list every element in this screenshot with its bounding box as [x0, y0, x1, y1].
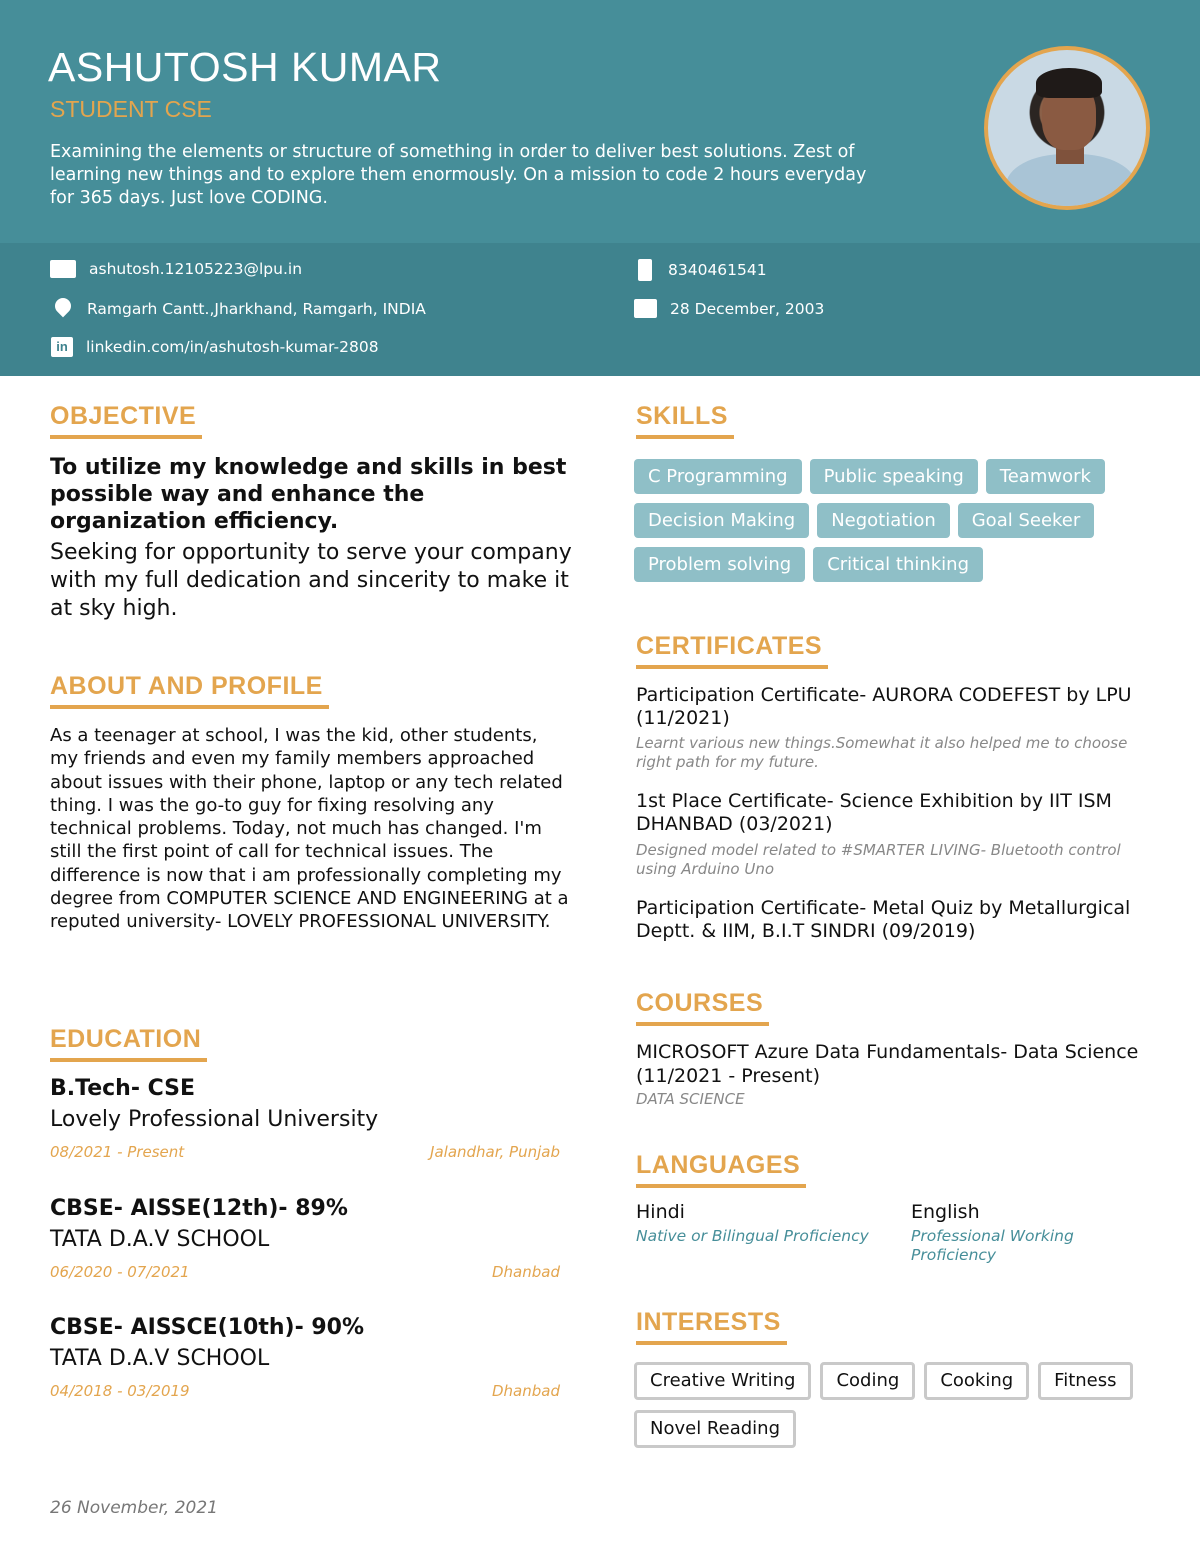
languages-heading: LANGUAGES — [636, 1151, 806, 1188]
language-level: Native or Bilingual Proficiency — [636, 1227, 869, 1245]
linkedin-text[interactable]: linkedin.com/in/ashutosh-kumar-2808 — [86, 338, 379, 356]
education-location: Dhanbad — [492, 1263, 560, 1281]
objective-bold-text: To utilize my knowledge and skills in best possible way and enhance the organization efficiency. — [50, 455, 567, 534]
education-location: Jalandhar, Punjab — [430, 1143, 560, 1161]
certificate-title: Participation Certificate- AURORA CODEFEST by LPU (11/2021) — [636, 684, 1132, 729]
interest-tag: Fitness — [1038, 1362, 1132, 1400]
interest-tag: Creative Writing — [634, 1362, 811, 1400]
interest-tag: Novel Reading — [634, 1410, 796, 1448]
skill-tag: Problem solving — [634, 547, 805, 582]
skill-tag: Negotiation — [817, 503, 950, 538]
contact-phone[interactable] — [633, 259, 767, 281]
linkedin-icon: in — [51, 337, 73, 357]
certificate-title: 1st Place Certificate- Science Exhibition by IIT ISM DHANBAD (03/2021) — [636, 790, 1112, 835]
skills-list — [634, 459, 1154, 582]
envelope-icon — [50, 260, 76, 278]
education-dates: 08/2021 - Present — [50, 1143, 185, 1161]
person-name: ASHUTOSH KUMAR — [48, 44, 442, 90]
education-degree: CBSE- AISSE(12th)- 89% — [50, 1196, 348, 1221]
contact-birthday — [634, 299, 824, 318]
phone-icon — [638, 259, 652, 281]
contact-email[interactable] — [50, 260, 302, 278]
about-heading: ABOUT AND PROFILE — [50, 672, 329, 709]
education-location: Dhanbad — [492, 1382, 560, 1400]
calendar-icon — [634, 299, 657, 318]
address-text: Ramgarh Cantt.,Jharkhand, Ramgarh, INDIA — [87, 300, 426, 318]
person-role: STUDENT CSE — [50, 96, 212, 122]
course-title: MICROSOFT Azure Data Fundamentals- Data Science (11/2021 - Present) — [636, 1041, 1139, 1087]
interest-tag: Coding — [820, 1362, 915, 1400]
education-dates: 04/2018 - 03/2019 — [50, 1382, 190, 1400]
certificate-description: Learnt various new things.Somewhat it also helped me to choose right path for my future. — [636, 734, 1128, 771]
contact-address — [50, 298, 426, 320]
skill-tag: Decision Making — [634, 503, 809, 538]
language-name: English — [911, 1201, 980, 1223]
objective-text: Seeking for opportunity to serve your company with my full dedication and sincerity to make it at sky high. — [50, 540, 572, 621]
education-school: Lovely Professional University — [50, 1107, 379, 1132]
skill-tag: Goal Seeker — [958, 503, 1095, 538]
phone-text[interactable]: 8340461541 — [668, 261, 767, 279]
education-degree: B.Tech- CSE — [50, 1076, 196, 1101]
profile-photo — [984, 46, 1150, 210]
certificates-heading: CERTIFICATES — [636, 632, 828, 669]
interests-list — [634, 1362, 1154, 1448]
document-date: 26 November, 2021 — [50, 1498, 218, 1518]
education-school: TATA D.A.V SCHOOL — [50, 1227, 270, 1252]
email-text[interactable]: ashutosh.12105223@lpu.in — [89, 260, 303, 278]
certificate-description: Designed model related to #SMARTER LIVING- Bluetooth control using Arduino Uno — [636, 841, 1121, 878]
language-level: Professional Working Proficiency — [911, 1227, 1074, 1264]
summary-text: Examining the elements or structure of something in order to deliver best solutions. Zest of learning new things and to explore them enormously. On a mission to code 2 hours everyday for 365 days. Just love CODING. — [50, 142, 867, 208]
skill-tag: Public speaking — [810, 459, 978, 494]
interests-heading: INTERESTS — [636, 1308, 787, 1345]
skill-tag: Teamwork — [986, 459, 1105, 494]
education-heading: EDUCATION — [50, 1025, 207, 1062]
language-name: Hindi — [636, 1201, 685, 1223]
education-dates: 06/2020 - 07/2021 — [50, 1263, 190, 1281]
location-pin-icon — [55, 298, 71, 320]
birthday-text: 28 December, 2003 — [670, 299, 825, 318]
courses-heading: COURSES — [636, 989, 769, 1026]
skill-tag: C Programming — [634, 459, 802, 494]
about-text: As a teenager at school, I was the kid, other students, my friends and even my family members approached about issues with their phone, laptop or any tech related thing. I was the go-to guy for fixing resolving any technical problems. Today, not much has changed. I'm still the first point of call for technical issues. The difference is now that i am professionally completing my degree from COMPUTER SCIENCE AND ENGINEERING at a reputed university- LOVELY PROFESSIONAL UNIVERSITY. — [50, 725, 569, 933]
education-degree: CBSE- AISSCE(10th)- 90% — [50, 1315, 365, 1340]
skill-tag: Critical thinking — [813, 547, 983, 582]
education-school: TATA D.A.V SCHOOL — [50, 1346, 270, 1371]
course-description: DATA SCIENCE — [636, 1090, 745, 1108]
skills-heading: SKILLS — [636, 402, 734, 439]
objective-heading: OBJECTIVE — [50, 402, 202, 439]
interest-tag: Cooking — [924, 1362, 1029, 1400]
contact-linkedin[interactable] — [51, 337, 379, 357]
photo-hair — [1036, 68, 1102, 98]
certificate-title: Participation Certificate- Metal Quiz by Metallurgical Deptt. & IIM, B.I.T SINDRI (09/2019) — [636, 897, 1131, 942]
